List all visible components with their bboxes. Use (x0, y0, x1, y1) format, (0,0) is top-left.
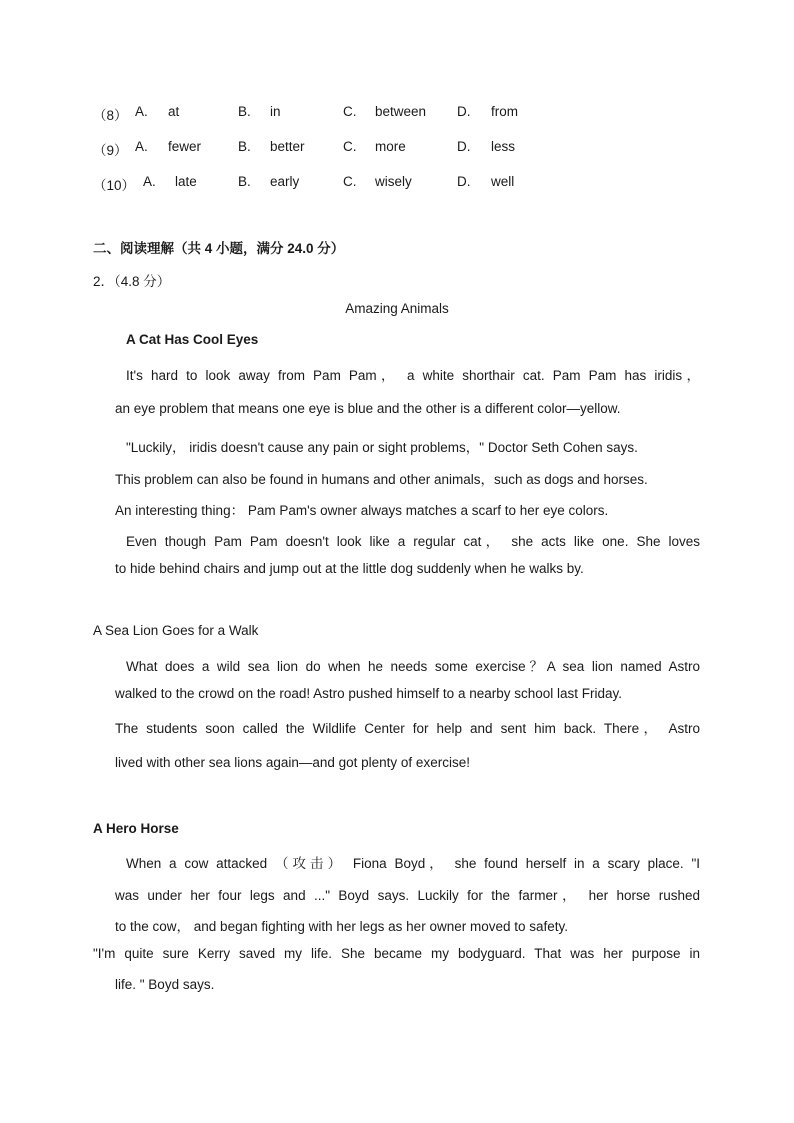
option-d-text: less (491, 139, 516, 154)
horse-line-1: When a cow attacked （攻击） Fiona Boyd， she found herself in a scary place. "I (126, 856, 700, 871)
option-d-letter: D. (457, 139, 471, 154)
cat-line-1: It's hard to look away from Pam Pam， a white shorthair cat. Pam Pam has iridis， (126, 368, 700, 383)
option-a-text: late (175, 174, 197, 189)
sealion-line-3: The students soon called the Wildlife Center for help and sent him back. There， Astro (115, 721, 700, 736)
option-d-letter: D. (457, 104, 471, 119)
option-c-text: between (375, 104, 427, 119)
option-b-text: better (270, 139, 305, 154)
sealion-heading: A Sea Lion Goes for a Walk (93, 623, 259, 638)
question-num: （8） (93, 108, 128, 123)
option-c-letter: C. (343, 104, 357, 119)
option-b-letter: B. (238, 174, 251, 189)
cat-line-4: This problem can also be found in humans and other animals，such as dogs and horses. (115, 472, 648, 487)
option-c-text: more (375, 139, 406, 154)
sealion-line-2: walked to the crowd on the road! Astro pushed himself to a nearby school last Friday. (115, 686, 623, 701)
horse-line-5: life. " Boyd says. (115, 977, 215, 992)
question-number: 2．（4.8 分） (93, 274, 171, 289)
question-num: （10） (93, 178, 136, 193)
option-d-text: well (491, 174, 515, 189)
option-c-text: wisely (375, 174, 412, 189)
option-b-letter: B. (238, 139, 251, 154)
option-a-letter: A. (143, 174, 156, 189)
horse-line-3: to the cow， and began fighting with her legs as her owner moved to safety. (115, 919, 569, 934)
cat-line-7: to hide behind chairs and jump out at the little dog suddenly when he walks by. (115, 561, 584, 576)
option-a-letter: A. (135, 139, 148, 154)
section-heading: 二、阅读理解（共 4 小题，满分 24.0 分） (93, 241, 345, 256)
sealion-line-4: lived with other sea lions again—and got plenty of exercise! (115, 755, 470, 770)
option-c-letter: C. (343, 174, 357, 189)
option-c-letter: C. (343, 139, 357, 154)
horse-line-2: was under her four legs and ..." Boyd says. Luckily for the farmer， her horse rushed (115, 888, 700, 903)
option-a-text: at (168, 104, 180, 119)
cat-heading: A Cat Has Cool Eyes (126, 332, 259, 347)
cat-line-5: An interesting thing： Pam Pam's owner always matches a scarf to her eye colors. (115, 503, 609, 518)
cat-line-6: Even though Pam Pam doesn't look like a regular cat， she acts like one. She loves (126, 534, 700, 549)
option-a-text: fewer (168, 139, 202, 154)
option-b-text: in (270, 104, 281, 119)
cat-line-3: "Luckily， iridis doesn't cause any pain or sight problems，" Doctor Seth Cohen says. (126, 440, 638, 455)
horse-line-4: "I'm quite sure Kerry saved my life. She became my bodyguard. That was her purpose in (93, 946, 700, 961)
option-b-letter: B. (238, 104, 251, 119)
option-row-10 (93, 174, 653, 194)
option-row-9 (93, 139, 653, 159)
question-num: （9） (93, 143, 128, 158)
option-d-text: from (491, 104, 518, 119)
passage-title: Amazing Animals (345, 301, 449, 316)
option-row-8 (93, 104, 653, 124)
cat-line-2: an eye problem that means one eye is blue and the other is a different color—yellow. (115, 401, 621, 416)
horse-heading: A Hero Horse (93, 821, 179, 836)
option-d-letter: D. (457, 174, 471, 189)
sealion-line-1: What does a wild sea lion do when he needs some exercise？A sea lion named Astro (126, 659, 700, 674)
option-a-letter: A. (135, 104, 148, 119)
option-b-text: early (270, 174, 300, 189)
